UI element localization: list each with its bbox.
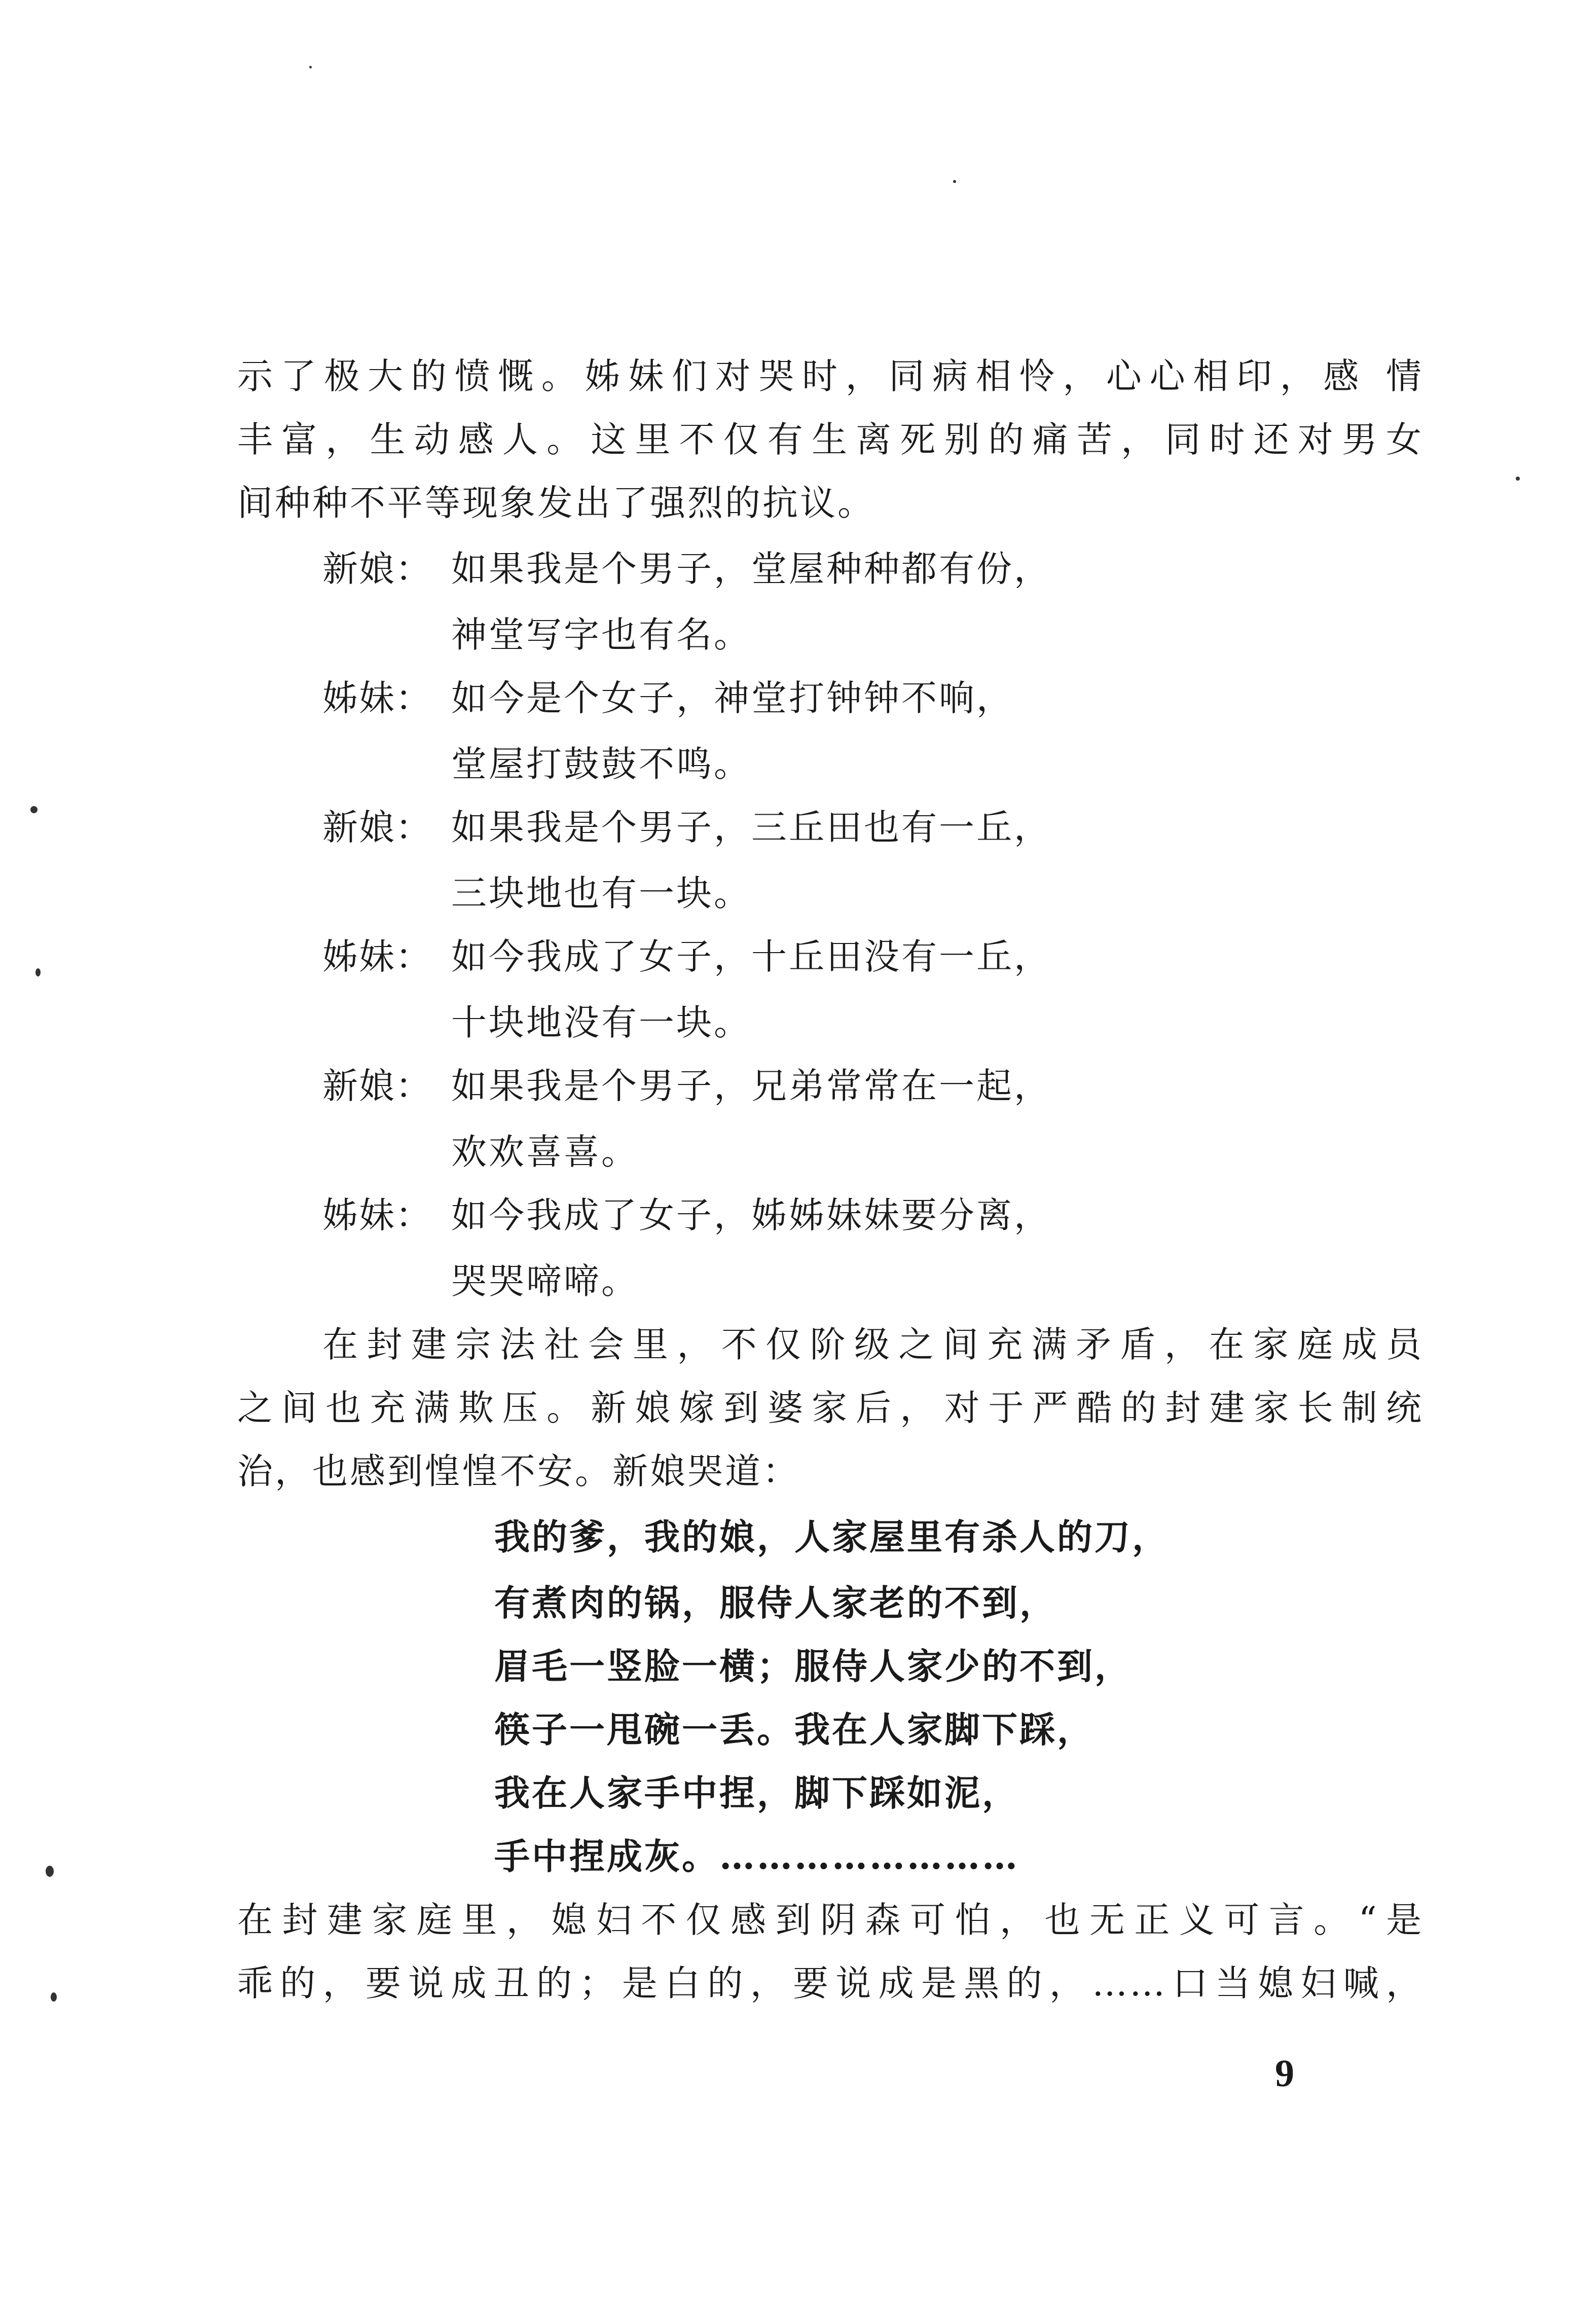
feudal-line-2: 之间也充满欺压。新娘嫁到婆家后，对于严酷的封建家长制统 — [237, 1387, 1424, 1429]
dialogue-verse: 三块地也有一块。 — [451, 873, 751, 914]
dialogue-verse: 欢欢喜喜。 — [451, 1131, 639, 1173]
intro-line-2: 丰富，生动感人。这里不仅有生离死别的痛苦，同时还对男女 — [237, 419, 1424, 460]
intro-line-1: 示了极大的愤慨。姊妹们对哭时，同病相怜，心心相印，感 情 — [237, 355, 1424, 397]
speaker-label: 姊妹： — [322, 1194, 432, 1236]
dialogue-verse: 如果我是个男子，三丘田也有一丘， — [451, 807, 1051, 848]
speaker-label: 姊妹： — [322, 677, 432, 719]
poem-line: 我的爹，我的娘，人家屋里有杀人的刀， — [494, 1516, 1170, 1558]
scan-speck — [953, 180, 956, 183]
feudal-line-1: 在封建宗法社会里，不仅阶级之间充满矛盾，在家庭成员 — [322, 1324, 1424, 1365]
speaker-label: 姊妹： — [322, 936, 432, 977]
dialogue-verse: 如今是个女子，神堂打钟钟不响， — [451, 677, 1014, 719]
dialogue-verse: 如今我成了女子，姊姊妹妹要分离， — [451, 1194, 1051, 1236]
poem-line: 手中捏成灰。…………………… — [494, 1835, 1019, 1877]
page-number: 9 — [1275, 2052, 1294, 2095]
dialogue-verse: 哭哭啼啼。 — [451, 1260, 639, 1302]
closing-line-2: 乖的，要说成丑的；是白的，要说成是黑的，……口当媳妇喊， — [237, 1963, 1424, 2004]
scan-speck — [30, 806, 38, 813]
dialogue-verse: 如果我是个男子，堂屋种种都有份， — [451, 548, 1051, 590]
dialogue-verse: 十块地没有一块。 — [451, 1002, 751, 1043]
scan-speck — [309, 66, 312, 68]
dialogue-verse: 堂屋打鼓鼓不鸣。 — [451, 743, 751, 785]
speaker-label: 新娘： — [322, 807, 432, 848]
dialogue-verse: 如今我成了女子，十丘田没有一丘， — [451, 936, 1051, 977]
poem-line: 有煮肉的锅，服侍人家老的不到， — [494, 1582, 1057, 1624]
closing-line-1: 在封建家庭里，媳妇不仅感到阴森可怕，也无正义可言。“是 — [237, 1899, 1424, 1941]
intro-line-3: 间种种不平等现象发出了强烈的抗议。 — [237, 482, 875, 524]
feudal-line-3: 治，也感到惶惶不安。新娘哭道： — [237, 1450, 800, 1492]
poem-line: 眉毛一竖脸一横；服侍人家少的不到， — [494, 1645, 1132, 1687]
dialogue-verse: 如果我是个男子，兄弟常常在一起， — [451, 1065, 1051, 1107]
scan-speck — [35, 968, 41, 976]
poem-line: 筷子一甩碗一丢。我在人家脚下踩， — [494, 1709, 1094, 1751]
speaker-label: 新娘： — [322, 1065, 432, 1107]
scan-speck — [46, 1866, 54, 1877]
poem-line: 我在人家手中捏，脚下踩如泥， — [494, 1772, 1019, 1814]
scan-speck — [1516, 477, 1520, 481]
speaker-label: 新娘： — [322, 548, 432, 590]
scan-speck — [51, 1992, 57, 2002]
dialogue-verse: 神堂写字也有名。 — [451, 614, 751, 656]
